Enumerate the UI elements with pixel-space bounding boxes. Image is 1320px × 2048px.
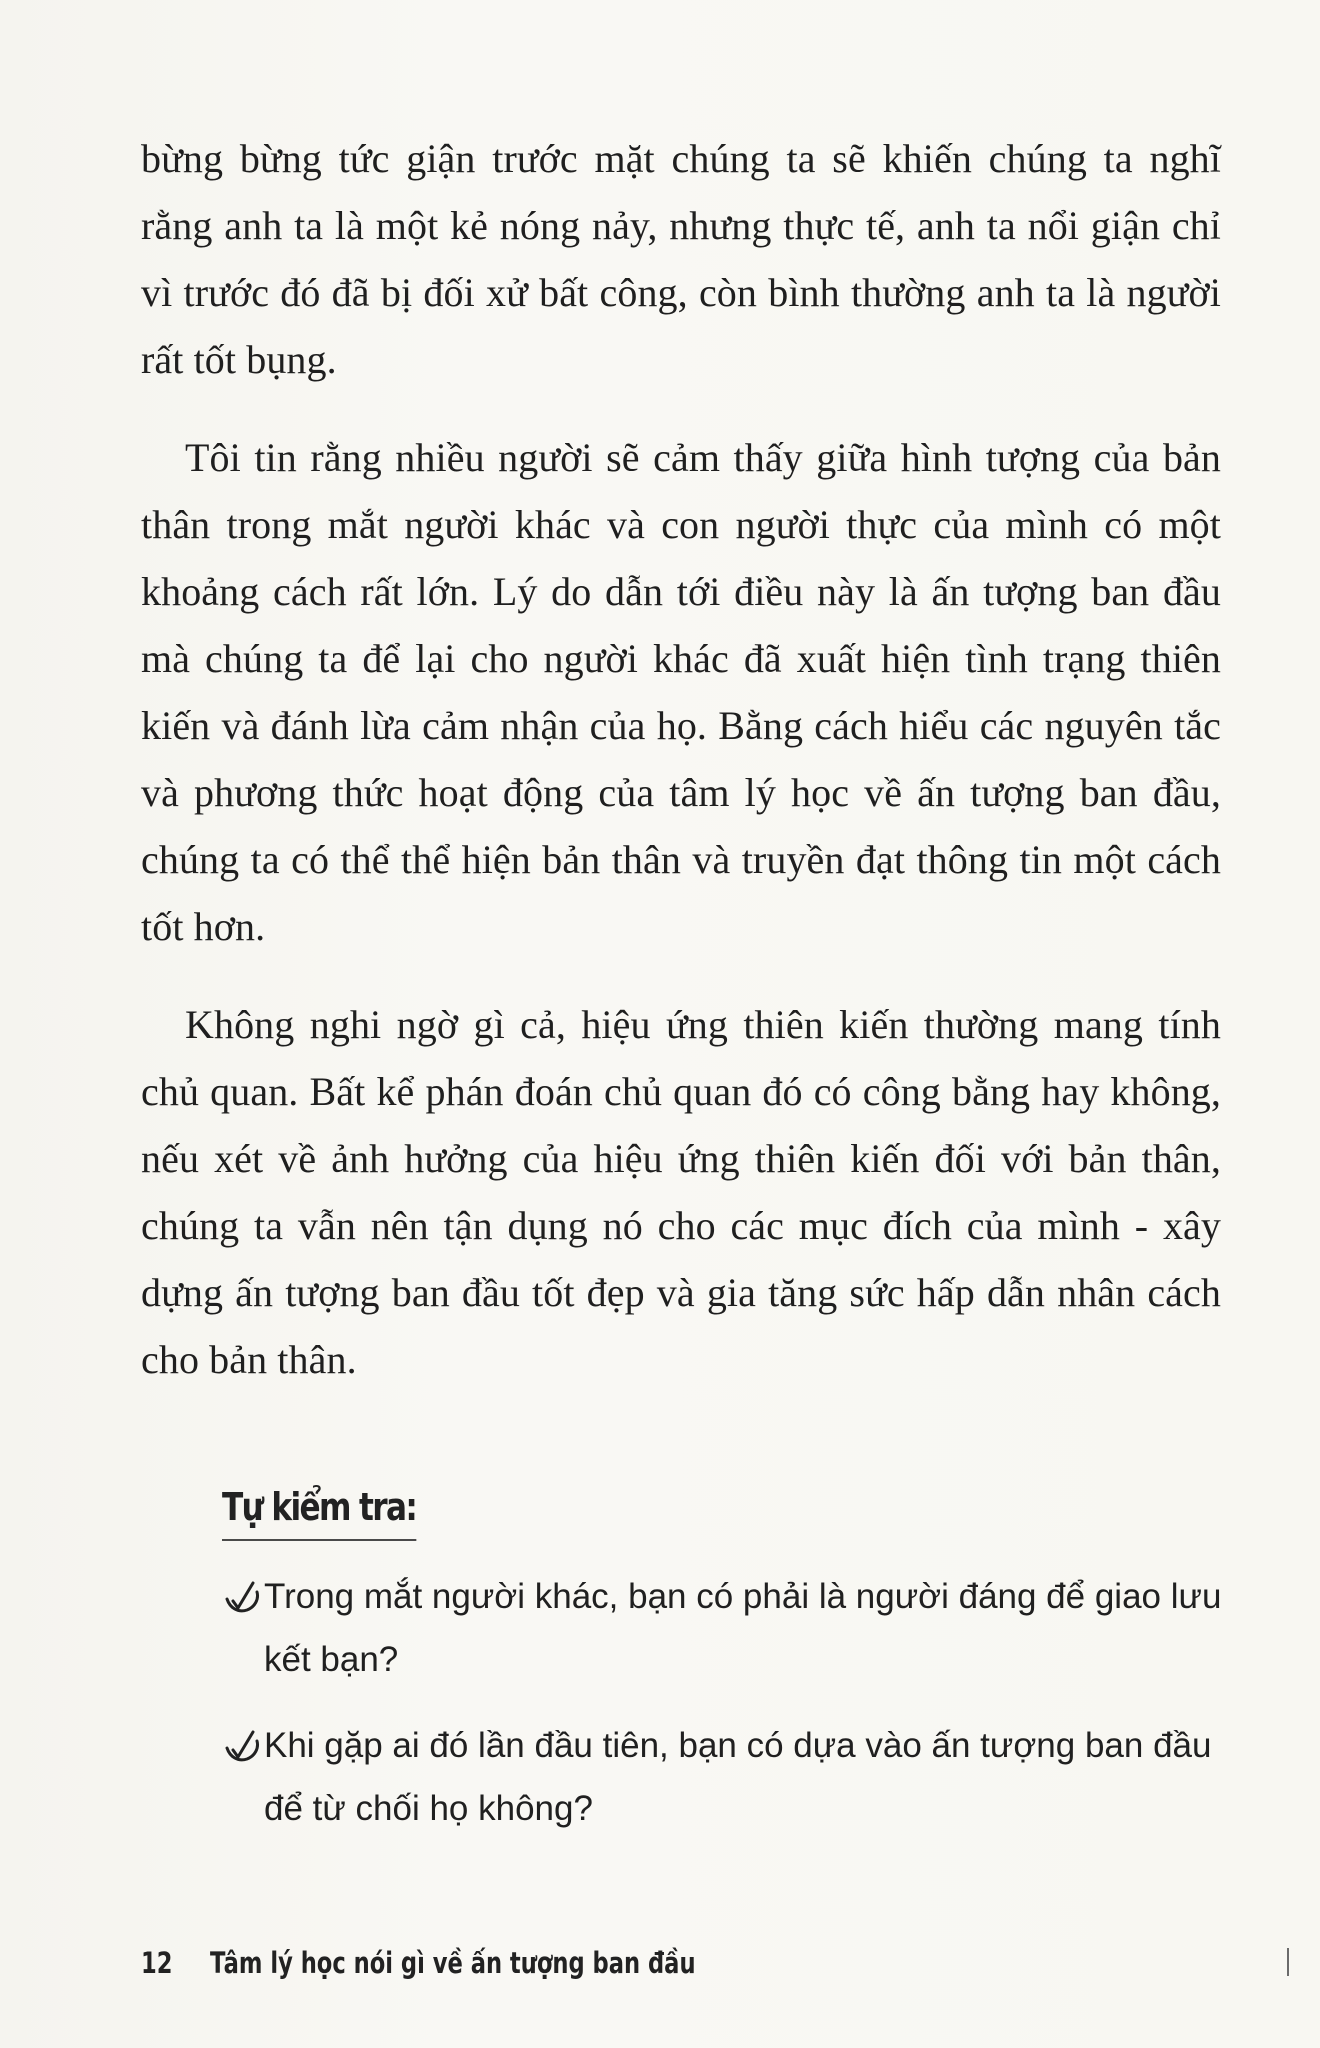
running-book-title: Tâm lý học nói gì về ấn tượng ban đầu bbox=[210, 1946, 696, 1980]
question-text: Khi gặp ai đó lần đầu tiên, bạn có dựa vào ấn tượng ban đầu để từ chối họ không? bbox=[264, 1726, 1212, 1828]
paragraph-1: bừng bừng tức giận trước mặt chúng ta sẽ khiến chúng ta nghĩ rằng anh ta là một kẻ nóng nảy, nhưng thực tế, anh ta nổi giận chỉ vì trước đó đã bị đối xử bất công, còn bình thường anh ta là người rất tốt bụng. bbox=[141, 136, 1221, 382]
self-check-question bbox=[222, 1565, 1222, 1691]
checkmark-icon bbox=[222, 1578, 262, 1618]
page-footer bbox=[141, 1946, 696, 1980]
page-edge-mark bbox=[1287, 1948, 1289, 1976]
self-check-question bbox=[222, 1714, 1222, 1840]
checkmark-icon bbox=[222, 1727, 262, 1767]
question-text: Trong mắt người khác, bạn có phải là người đáng để giao lưu kết bạn? bbox=[264, 1577, 1222, 1679]
paragraph-3: Không nghi ngờ gì cả, hiệu ứng thiên kiến thường mang tính chủ quan. Bất kể phán đoán chủ quan đó có công bằng hay không, nếu xét về ảnh hưởng của hiệu ứng thiên kiến đối với bản thân, chúng ta vẫn nên tận dụng nó cho các mục đích của mình - xây dựng ấn tượng ban đầu tốt đẹp và gia tăng sức hấp dẫn nhân cách cho bản thân. bbox=[141, 1002, 1221, 1382]
page-number: 12 bbox=[141, 1946, 173, 1980]
self-check-title: Tự kiểm tra: bbox=[222, 1484, 416, 1541]
body-text bbox=[141, 125, 1221, 1424]
self-check-section bbox=[222, 1484, 1222, 1840]
paragraph-2: Tôi tin rằng nhiều người sẽ cảm thấy giữa hình tượng của bản thân trong mắt người khác và con người thực của mình có một khoảng cách rất lớn. Lý do dẫn tới điều này là ấn tượng ban đầu mà chúng ta để lại cho người khác đã xuất hiện tình trạng thiên kiến và đánh lừa cảm nhận của họ. Bằng cách hiểu các nguyên tắc và phương thức hoạt động của tâm lý học về ấn tượng ban đầu, chúng ta có thể thể hiện bản thân và truyền đạt thông tin một cách tốt hơn. bbox=[141, 435, 1221, 949]
